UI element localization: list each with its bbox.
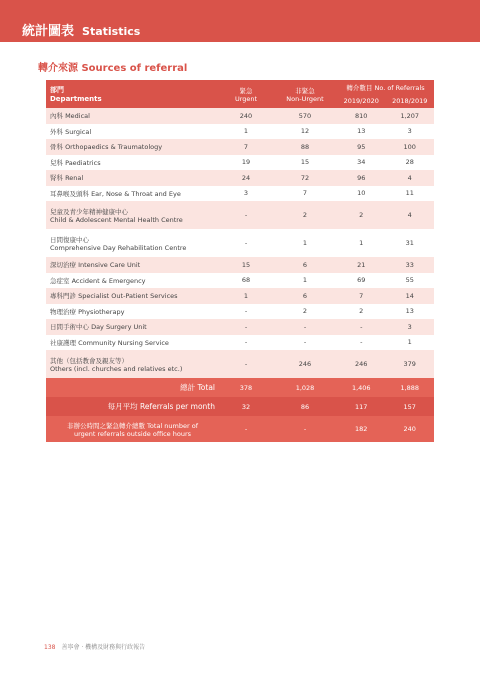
row-y2: 4: [407, 173, 412, 182]
row-urgent: 68: [241, 276, 251, 285]
table-row: [46, 257, 434, 273]
col-urgent: 緊急 Urgent: [234, 86, 258, 103]
row-y2: 55: [405, 276, 414, 285]
table-row: [46, 304, 434, 320]
row-nonurgent: 570: [298, 111, 312, 120]
row-y1: 2: [359, 307, 364, 316]
row-nonurgent: 2: [302, 211, 308, 219]
row-y2: 3: [407, 322, 412, 331]
table-row: [46, 229, 434, 257]
row-department: 日間復康中心 Comprehensive Day Rehabilitation Centre: [50, 235, 187, 252]
row-nonurgent: -: [303, 338, 307, 347]
row-department: 耳鼻喉及頭科 Ear, Nose & Throat and Eye: [50, 189, 181, 198]
monthly-row: 每月平均 Referrals per month 32 86 117 157: [46, 397, 434, 416]
row-y1: 21: [357, 260, 366, 269]
row-y2: 379: [403, 360, 416, 368]
table-row: [46, 335, 434, 351]
page-title: [22, 20, 140, 39]
row-department: 物理治療 Physiotherapy: [50, 307, 125, 316]
row-urgent: 19: [241, 158, 251, 167]
table-row: [46, 186, 434, 202]
row-nonurgent: 2: [302, 307, 308, 316]
header-bar: [0, 0, 480, 42]
table-row: [46, 288, 434, 304]
row-y2: 3: [407, 127, 412, 136]
row-y1: -: [360, 322, 363, 331]
row-y2: 13: [405, 307, 414, 316]
row-nonurgent: 246: [298, 360, 312, 368]
row-y1: 246: [355, 360, 368, 368]
table-row: [46, 273, 434, 289]
row-y2: 1,207: [400, 111, 420, 120]
row-department: 兒童及青少年精神健康中心 Child & Adolescent Mental Health Centre: [50, 207, 183, 224]
table-row: [46, 155, 434, 171]
table-row: [46, 201, 434, 229]
row-nonurgent: 1: [302, 276, 308, 285]
title-zh: 統計圖表: [22, 24, 75, 39]
row-y2: 28: [405, 158, 414, 167]
row-nonurgent: 7: [302, 189, 308, 198]
row-department: 外科 Surgical: [50, 127, 92, 136]
row-y1: 7: [359, 291, 364, 300]
row-y1: 2: [359, 211, 364, 219]
row-urgent: -: [244, 211, 248, 219]
row-y1: 810: [355, 111, 368, 120]
section-title: 轉介來源 Sources of referral: [38, 63, 188, 74]
page-footer: [44, 642, 145, 651]
row-department: 社康護理 Community Nursing Service: [50, 338, 169, 347]
row-y2: 4: [407, 211, 412, 219]
row-department: 腎科 Renal: [50, 174, 84, 183]
row-urgent: -: [244, 360, 248, 368]
row-urgent: -: [244, 338, 248, 347]
row-y2: 31: [405, 239, 414, 247]
row-y1: 10: [357, 189, 366, 198]
row-urgent: 7: [243, 142, 249, 151]
row-department: 急症室 Accident & Emergency: [50, 276, 146, 285]
row-y1: -: [360, 338, 363, 347]
row-y1: 13: [357, 127, 366, 136]
row-department: 骨科 Orthopaedics & Traumatology: [50, 143, 163, 152]
row-nonurgent: 12: [300, 127, 310, 136]
row-urgent: -: [244, 322, 248, 331]
col-nonurgent: 非緊急 Non-Urgent: [286, 86, 324, 103]
row-urgent: -: [244, 307, 248, 316]
row-y1: 34: [357, 158, 366, 167]
row-department: 其他（包括教會及親友等） Others (incl. churches and relatives etc.): [50, 356, 183, 373]
row-department: 專科門診 Specialist Out-Patient Services: [50, 292, 178, 301]
row-y2: 33: [405, 260, 414, 269]
col-year-2019-2020: 2019/2020: [343, 97, 379, 105]
row-urgent: 3: [243, 189, 249, 198]
row-nonurgent: 1: [302, 239, 308, 247]
row-y1: 96: [357, 173, 366, 182]
row-department: 日間手術中心 Day Surgery Unit: [50, 323, 147, 332]
row-urgent: 240: [239, 111, 253, 120]
row-y1: 69: [357, 276, 366, 285]
row-y2: 14: [405, 291, 414, 300]
row-department: 兒科 Paediatrics: [50, 158, 101, 167]
row-urgent: 15: [241, 260, 251, 269]
row-y1: 95: [357, 142, 366, 151]
row-nonurgent: 6: [302, 260, 308, 269]
footer-text: 善寧會 ‧ 機構及財務與行政報告: [61, 644, 146, 651]
row-nonurgent: 15: [300, 158, 310, 167]
table-row: [46, 124, 434, 140]
total-row: 總計 Total 378 1,028 1,406 1,888: [46, 378, 434, 397]
table-row: [46, 108, 434, 124]
row-urgent: 1: [243, 291, 249, 300]
table-row: [46, 319, 434, 335]
title-en: Statistics: [82, 25, 141, 38]
table-row: [46, 139, 434, 155]
outside-hours-row: 非辦公時間之緊急轉介總數 Total number of urgent referrals outside office hours - - 182 240: [46, 416, 434, 442]
row-nonurgent: 88: [300, 142, 310, 151]
col-departments: 部門 Departments: [50, 86, 102, 103]
col-referrals: 轉介數目 No. of Referrals: [346, 83, 425, 92]
row-urgent: -: [244, 239, 248, 247]
page-number: 138: [44, 644, 56, 651]
referral-table: [46, 80, 434, 442]
table-row: [46, 350, 434, 378]
row-y1: 1: [359, 239, 364, 247]
row-urgent: 24: [241, 173, 251, 182]
row-nonurgent: -: [303, 322, 307, 331]
row-department: 深切治療 Intensive Care Unit: [50, 261, 141, 270]
row-nonurgent: 6: [302, 291, 308, 300]
table-row: [46, 170, 434, 186]
col-year-2018-2019: 2018/2019: [392, 97, 428, 105]
row-y2: 1: [407, 338, 412, 347]
row-urgent: 1: [243, 127, 249, 136]
row-department: 內科 Medical: [50, 112, 90, 121]
row-nonurgent: 72: [300, 173, 310, 182]
row-y2: 11: [405, 189, 414, 198]
row-y2: 100: [403, 142, 416, 151]
